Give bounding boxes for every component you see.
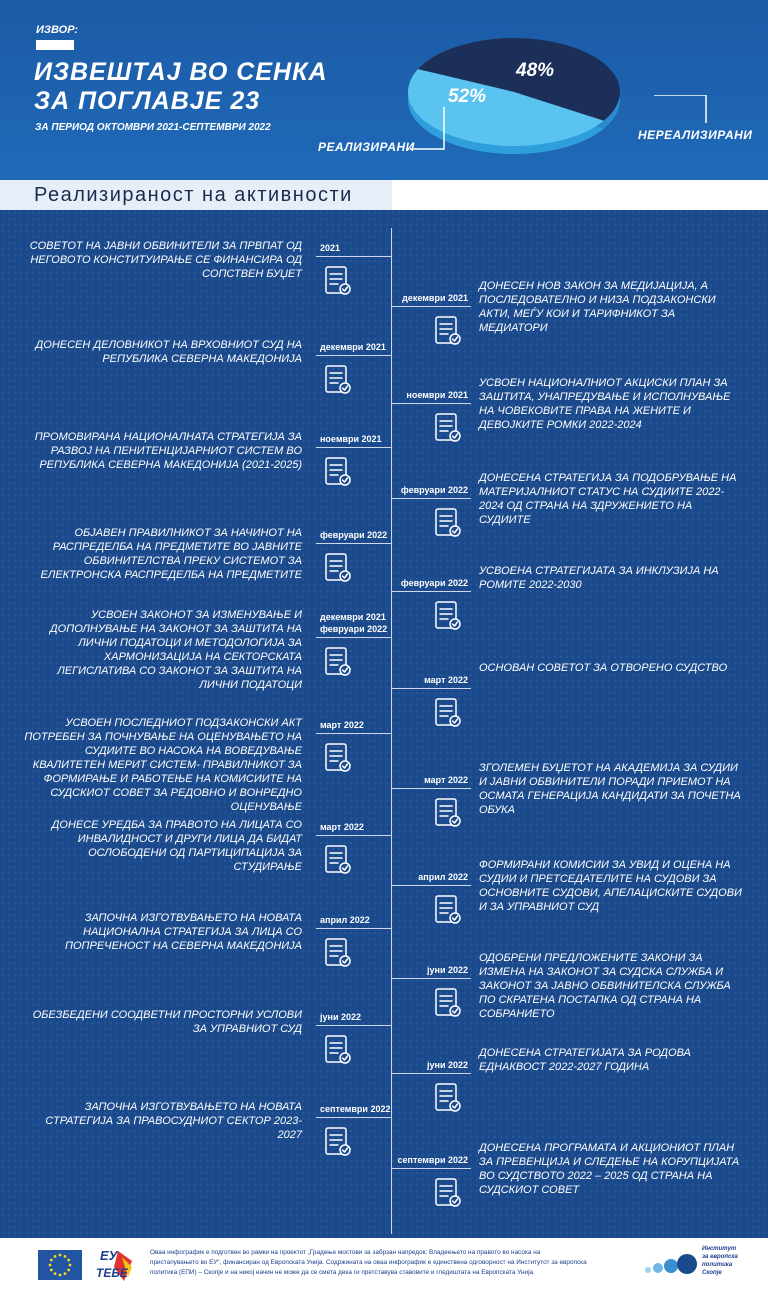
timeline-date: јуни 2022 [320, 1012, 361, 1022]
presentation-icon [428, 504, 464, 540]
timeline-description: УСВОЕНА СТРАТЕГИЈАТА ЗА ИНКЛУЗИЈА НА РОМИТЕ 2022-2030 [479, 565, 719, 591]
timeline-description: ЗГОЛЕМЕН БУЏЕТОТ НА АКАДЕМИЈА ЗА СУДИИ И ЈАВНИ ОБВИНИТЕЛИ ПОРАДИ ПРИЕМОТ НА ОСМАТА ГЕНЕРАЦИЈА КАНДИДАТИ ЗА ПОЧЕТНА ОБУКА [479, 762, 741, 816]
timeline-connector [391, 885, 471, 886]
timeline-date: март 2022 [424, 675, 468, 685]
legend-unrealized: НЕРЕАЛИЗИРАНИ [638, 128, 753, 142]
budget-people-icon [428, 794, 464, 830]
strategy-document-icon [318, 453, 354, 489]
timeline-date: февруари 2022 [400, 485, 468, 495]
timeline-description: ОСНОВАН СОВЕТОТ ЗА ОТВОРЕНО СУДСТВО [479, 662, 728, 674]
timeline-description: ФОРМИРАНИ КОМИСИИ ЗА УВИД И ОЦЕНА НА СУДИИ И ПРЕТСЕДАТЕЛИТЕ НА СУДОВИ ЗА ОСНОВНИТЕ СУДОВИ, АПЕЛАЦИСКИТЕ СУДОВИ И ЗА УПРАВНИОТ СУД [479, 859, 742, 913]
timeline-description: УСВОЕН НАЦИОНАЛНИОТ АКЦИСКИ ПЛАН ЗА ЗАШТИТА, УНАПРЕДУВАЊЕ И ИСПОЛНУВАЊЕ НА ЧОВЕКОВИТЕ ПРАВА НА ЖЕНИТЕ И ДЕВОЈКИТЕ РОМКИ 2022-2024 [479, 377, 731, 431]
timeline-date-secondary: февруари 2022 [320, 624, 388, 634]
timeline-date: ноември 2021 [320, 434, 382, 444]
timeline-date: февруари 2022 [400, 578, 468, 588]
hands-sign-icon [318, 1031, 354, 1067]
institute-name: Институт за европска политика Скопје [702, 1246, 738, 1276]
timeline-description: ДОНЕСЕН НОВ ЗАКОН ЗА МЕДИЈАЦИЈА, А ПОСЛЕДОВАТЕЛНО И НИЗА ПОДЗАКОНСКИ АКТИ, МЕЃУ КОИ И ТАРИФНИКОТ ЗА МЕДИАТОРИ [479, 280, 716, 334]
document-approve-icon [428, 984, 464, 1020]
eu-star [64, 1255, 67, 1258]
timeline-date: април 2022 [418, 872, 468, 882]
section-title: Реализираност на активности [34, 184, 353, 206]
timeline-date: септември 2022 [397, 1155, 468, 1165]
clipboard-pen-icon [318, 739, 354, 775]
leader-line-realized [410, 107, 444, 149]
timeline-connector [391, 788, 471, 789]
anti-corruption-icon [428, 1174, 464, 1210]
timeline-date: декември 2021 [320, 342, 386, 352]
timeline-description: ДОНЕСЕНА СТРАТЕГИЈАТА ЗА РОДОВА ЕДНАКВОСТ 2022-2027 ГОДИНА [479, 1047, 691, 1073]
legend-realized: РЕАЛИЗИРАНИ [318, 140, 415, 154]
timeline-axis [391, 228, 392, 1234]
timeline-date: февруари 2022 [320, 530, 388, 540]
timeline-connector [391, 688, 471, 689]
desk-clock-icon [318, 1123, 354, 1159]
meeting-icon [318, 934, 354, 970]
document-search-icon [318, 361, 354, 397]
timeline-description: ПРОМОВИРАНА НАЦИОНАЛНАТА СТРАТЕГИЈА ЗА РАЗВОЈ НА ПЕНИТЕНЦИЈАРНИОТ СИСТЕМ ВО РЕПУБЛИКА СЕВЕРНА МАКЕДОНИЈА (2021-2025) [34, 431, 302, 471]
timeline-connector [316, 928, 392, 929]
eu-stars [38, 1250, 82, 1280]
timeline-description: ДОНЕСЕ УРЕДБА ЗА ПРАВОТО НА ЛИЦАТА СО ИНВАЛИДНОСТ И ДРУГИ ЛИЦА ДА БИДАТ ОСЛОБОДЕНИ ОД ПАРТИЦИПАЦИЈА ЗА СТУДИРАЊЕ [51, 819, 302, 873]
eu-tebe-line1: ЕУ [100, 1248, 118, 1263]
pie-label-unrealized: 48% [516, 60, 555, 81]
source-label: ИЗВОР: [36, 24, 79, 36]
timeline-description: ДОНЕСЕНА ПРОГРАМАТА И АКЦИОНИОТ ПЛАН ЗА ПРЕВЕНЦИЈА И СЛЕДЕЊЕ НА КОРУПЦИЈАТА ВО СУДСТВОТО 2022 – 2025 ОД СТРАНА НА СУДСКИОТ СОВЕТ [479, 1142, 740, 1196]
leader-line-unrealized [654, 95, 706, 123]
eu-star [59, 1254, 62, 1257]
council-icon [428, 694, 464, 730]
timeline-description: ДОНЕСЕН ДЕЛОВНИКОТ НА ВРХОВНИОТ СУД НА РЕПУБЛИКА СЕВЕРНА МАКЕДОНИЈА [35, 339, 302, 365]
growth-people-icon [428, 597, 464, 633]
timeline-date: јуни 2022 [427, 1060, 468, 1070]
eu-star [50, 1269, 53, 1272]
source-box [36, 40, 74, 50]
timeline-date: декември 2021 [402, 293, 468, 303]
timeline-date: декември 2021 [320, 612, 386, 622]
timeline-connector [316, 733, 392, 734]
timeline-description: ОДОБРЕНИ ПРЕДЛОЖЕНИТЕ ЗАКОНИ ЗА ИЗМЕНА НА ЗАКОНОТ ЗА СУДСКА СЛУЖБА И ЗАКОНОТ ЗА ЈАВНО ОБВИНИТЕЛСКА СЛУЖБА ПО СКРАТЕНА ПОСТАПКА ОД СТРАНА НА СОБРАНИЕТО [479, 952, 731, 1020]
footer-note: Оваа инфографик е подготвен во рамки на проектот „Градење мостови за забрзан напредок: Владеењето на правото во насока на пристапувањето во ЕУ“, финансиран од Европската Унија. Содржината на оваа инфографик е единствена одговорност на Институтот за европска политика (ЕПИ) – Скопје и на никој начин не може да се смета дека ги претставува ставовите и гледиштата на Европската Унија. [150, 1249, 587, 1276]
timeline-connector [391, 498, 471, 499]
eu-tebe-line2: ТЕБЕ [96, 1266, 128, 1280]
timeline-connector [316, 637, 392, 638]
people-group-icon [318, 841, 354, 877]
timeline-date: 2021 [320, 243, 341, 253]
timeline-connector [316, 1025, 392, 1026]
gender-equality-icon [428, 1079, 464, 1115]
timeline-date: април 2022 [320, 915, 370, 925]
commission-icon [428, 891, 464, 927]
eu-star [67, 1269, 70, 1272]
title-line-2: ЗА ПОГЛАВЈЕ 23 [34, 87, 261, 115]
timeline-connector [316, 1117, 392, 1118]
timeline-connector [391, 306, 471, 307]
timeline-connector [391, 591, 471, 592]
timeline-connector [391, 403, 471, 404]
eu-star [67, 1259, 70, 1262]
timeline-date: септември 2022 [320, 1104, 391, 1114]
timeline-description: ОБЕЗБЕДЕНИ СООДВЕТНИ ПРОСТОРНИ УСЛОВИ ЗА УПРАВНИОТ СУД [32, 1009, 302, 1035]
eu-star [69, 1264, 72, 1267]
document-check-icon [428, 312, 464, 348]
timeline-connector [391, 978, 471, 979]
timeline-connector [316, 543, 392, 544]
timeline-description: УСВОЕН ПОСЛЕДНИОТ ПОДЗАКОНСКИ АКТ ПОТРЕБЕН ЗА ПОЧНУВАЊЕ НА ОЦЕНУВАЊЕТО НА СУДИИТЕ ВО НАСОКА НА ВОВЕДУВАЊЕ КВАЛИТЕТЕН МЕРИТ СИСТЕМ- ПРАВИЛНИКОТ ЗА ФОРМИРАЊЕ И РАБОТЕЊЕ НА КОМИСИИТЕ НА СУДСКИОТ СОВЕТ ЗА РЕДОВНО И ВОНРЕДНО ОЦЕНУВАЊЕ [24, 717, 302, 813]
timeline-connector [316, 256, 392, 257]
timeline-connector [316, 355, 392, 356]
eu-star [49, 1264, 52, 1267]
period-text: ЗА ПЕРИОД ОКТОМВРИ 2021-СЕПТЕМВРИ 2022 [35, 122, 271, 133]
timeline-date: ноември 2021 [406, 390, 468, 400]
timeline-connector [316, 835, 392, 836]
eu-star [50, 1259, 53, 1262]
timeline-connector [391, 1168, 471, 1169]
pie-label-realized: 52% [448, 86, 487, 107]
computer-list-icon [318, 549, 354, 585]
eu-star [59, 1274, 62, 1277]
timeline-description: ОБЈАВЕН ПРАВИЛНИКОТ ЗА НАЧИНОТ НА РАСПРЕДЕЛБА НА ПРЕДМЕТИТЕ ВО ЈАВНИТЕ ОБВИНИТЕЛСТВА ПРЕКУ СИСТЕМОТ ЗА ЕЛЕКТРОНСКА РАСПРЕДЕЛБА НА ПРЕДМЕТИТЕ [40, 527, 302, 581]
eu-star [54, 1255, 57, 1258]
timeline-connector [316, 447, 392, 448]
eu-star [54, 1272, 57, 1275]
timeline-description: СОВЕТОТ НА ЈАВНИ ОБВИНИТЕЛИ ЗА ПРВПАТ ОД НЕГОВОТО КОНСТИТУИРАЊЕ СЕ ФИНАНСИРА ОД СОПСТВЕН БУЏЕТ [29, 240, 302, 280]
institute-logo-icon [638, 1250, 698, 1280]
timeline-description: ЗАПОЧНА ИЗГОТВУВАЊЕТО НА НОВАТА СТРАТЕГИЈА ЗА ПРАВОСУДНИОТ СЕКТОР 2023-2027 [45, 1101, 302, 1141]
timeline-description: ЗАПОЧНА ИЗГОТВУВАЊЕТО НА НОВАТА НАЦИОНАЛНА СТРАТЕГИЈА ЗА ЛИЦА СО ПОПРЕЧЕНОСТ НА СЕВЕРНА МАКЕДОНИЈА [64, 912, 302, 952]
page-title [34, 58, 328, 116]
timeline-date: јуни 2022 [427, 965, 468, 975]
people-cycle-icon [428, 409, 464, 445]
people-network-icon [318, 643, 354, 679]
timeline-date: март 2022 [320, 822, 364, 832]
timeline-date: март 2022 [424, 775, 468, 785]
eu-star [64, 1272, 67, 1275]
timeline-connector [391, 1073, 471, 1074]
eu-flag-icon [38, 1250, 82, 1280]
timeline-description: ДОНЕСЕНА СТРАТЕГИЈА ЗА ПОДОБРУВАЊЕ НА МАТЕРИЈАЛНИОТ СТАТУС НА СУДИИТЕ 2022-2024 ОД СТРАНА НА ЗДРУЖЕНИЕТО НА СУДИИТЕ [479, 472, 737, 526]
pie-leader-lines [400, 95, 720, 155]
timeline-description: УСВОЕН ЗАКОНОТ ЗА ИЗМЕНУВАЊЕ И ДОПОЛНУВАЊЕ НА ЗАКОНОТ ЗА ЗАШТИТА НА ЛИЧНИ ПОДАТОЦИ И МЕТОДОЛОГИЈА ЗА ХАРМОНИЗАЦИЈА НА СЕКТОРСКАТА ЛЕГИСЛАТИВА СО ЗАКОНОТ ЗА ЗАШТИТА НА ЛИЧНИ ПОДАТОЦИ [49, 609, 302, 691]
money-hand-icon [318, 262, 354, 298]
timeline-date: март 2022 [320, 720, 364, 730]
title-line-1: ИЗВЕШТАЈ ВО СЕНКА [34, 58, 328, 86]
